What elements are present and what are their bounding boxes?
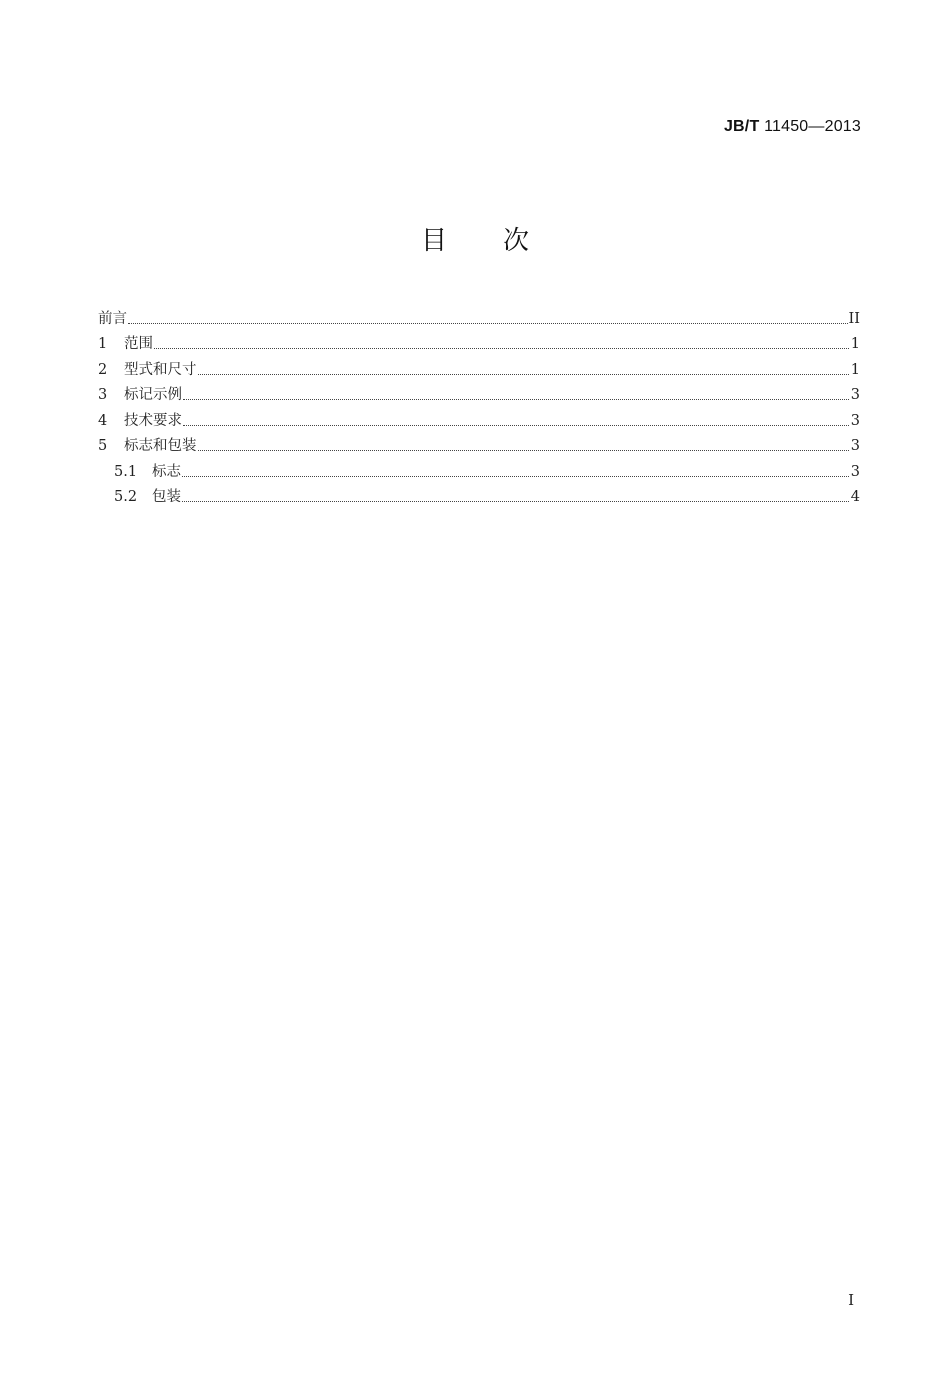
toc-entry-page: 1 (850, 336, 860, 352)
toc-entry-number: 5.2 (114, 489, 138, 505)
toc-dot-leader (182, 475, 849, 477)
toc-title: 目次 (420, 226, 585, 256)
standard-code-prefix: JB/T (723, 118, 760, 135)
toc-dot-leader (183, 424, 849, 426)
toc-entry-number: 5 (98, 438, 108, 454)
toc-entry[interactable] (98, 481, 860, 507)
toc-dot-leader (183, 398, 849, 400)
toc-entry[interactable] (98, 379, 860, 405)
toc-entry-number: 4 (98, 412, 108, 429)
toc-entry-number: 2 (98, 361, 108, 378)
toc-entry-page: 3 (850, 463, 860, 480)
standard-code-number: 11450—2013 (764, 118, 861, 135)
page-number: I (848, 1291, 854, 1309)
toc-entry-label: 标志 (152, 463, 181, 480)
toc-entry-label: 标记示例 (124, 387, 182, 403)
toc-entry-label: 范围 (124, 336, 153, 352)
toc-entry-number: 5.1 (114, 463, 138, 480)
toc-entry[interactable] (98, 302, 860, 328)
toc-entry-label: 型式和尺寸 (124, 361, 197, 378)
toc-entry[interactable] (98, 404, 860, 430)
toc-entry-label: 技术要求 (124, 412, 182, 429)
toc-entry-page: 1 (850, 361, 860, 378)
toc-entry-label: 包装 (152, 489, 181, 505)
toc-entry-number: 1 (98, 336, 108, 352)
toc-entry[interactable] (98, 328, 860, 354)
toc-entry-label: 前言 (98, 310, 127, 327)
toc-entry-page: 4 (850, 489, 860, 505)
toc-entry[interactable] (98, 353, 860, 379)
toc-entry-label: 标志和包装 (124, 438, 197, 454)
toc-dot-leader (128, 322, 848, 324)
table-of-contents (98, 302, 860, 506)
toc-dot-leader (198, 449, 850, 451)
toc-entry[interactable] (98, 430, 860, 456)
toc-entry-page: 3 (850, 387, 860, 403)
toc-entry-page: 3 (850, 412, 860, 429)
toc-dot-leader (154, 347, 849, 349)
toc-entry-page: 3 (850, 438, 860, 454)
toc-dot-leader (182, 500, 849, 502)
toc-dot-leader (198, 373, 850, 375)
standard-code (724, 118, 861, 136)
toc-entry-page: II (848, 310, 860, 327)
toc-entry-number: 3 (98, 387, 108, 403)
toc-entry[interactable] (98, 455, 860, 481)
